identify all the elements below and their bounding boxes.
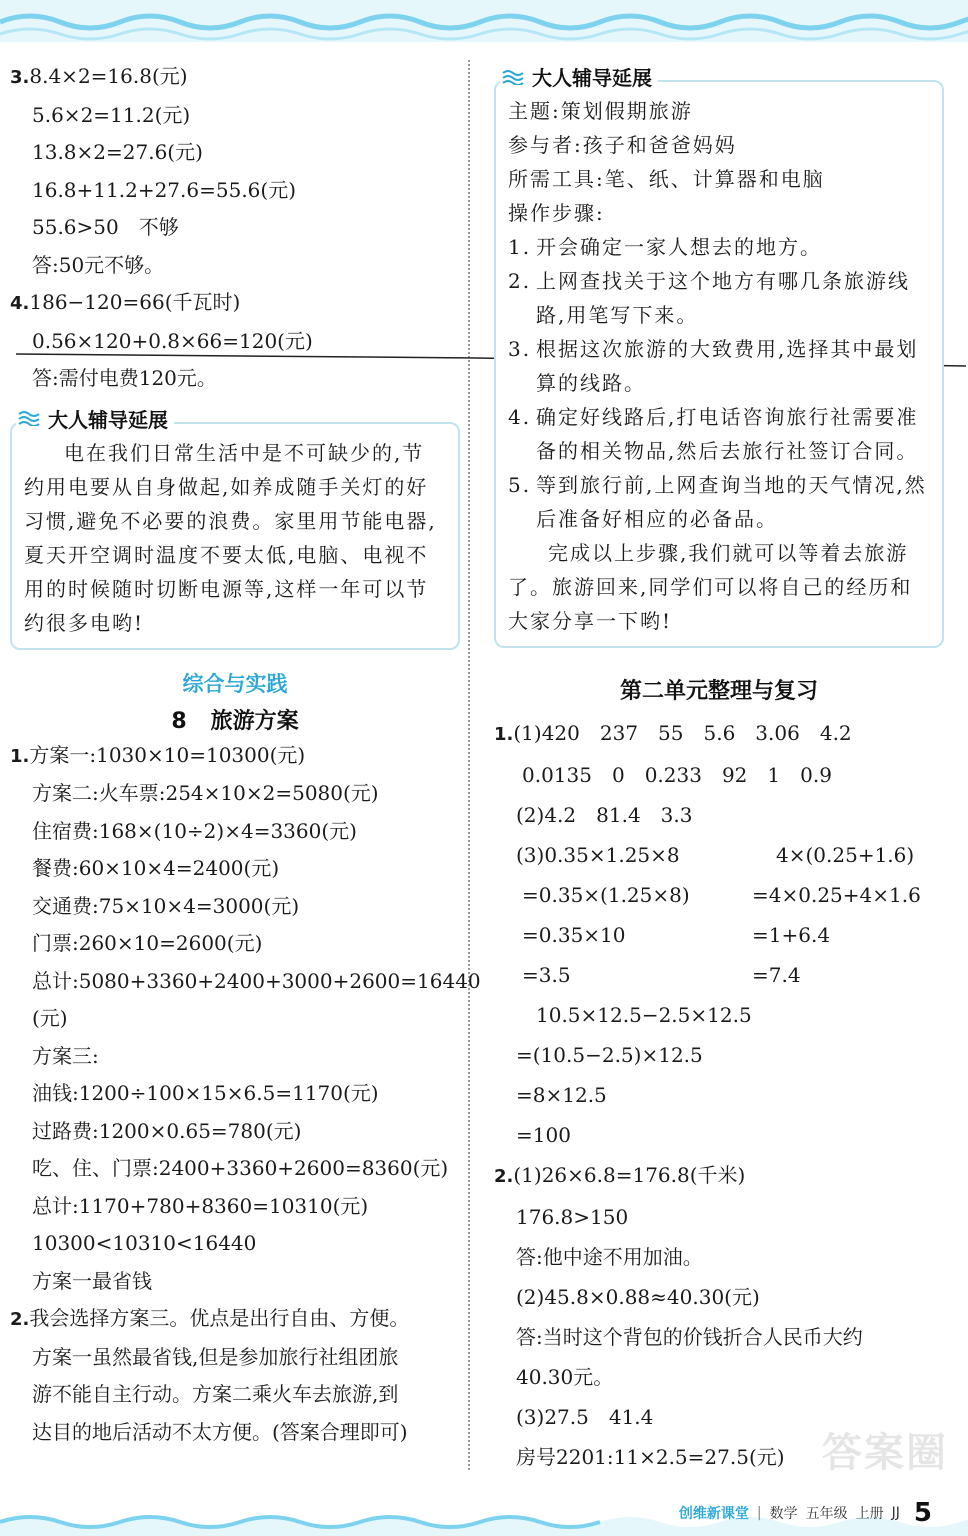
calc-step: =100 — [516, 1123, 571, 1147]
step-item — [508, 264, 930, 332]
review-question-1 — [494, 713, 944, 1155]
calc-step: =3.5 — [522, 963, 571, 987]
section-label: 综合与实践 — [182, 671, 288, 696]
step-item — [508, 468, 930, 536]
step-text: 开会确定一家人想去的地方。 — [536, 235, 822, 259]
step-number: 3. — [508, 337, 532, 361]
calc-step: (3)0.35×1.25×8 — [516, 843, 680, 867]
step-item — [508, 332, 930, 400]
question-3 — [10, 58, 460, 284]
column-divider — [468, 60, 470, 1470]
answer-line: 油钱:1200÷100×15×6.5=1170(元) — [32, 1081, 379, 1105]
answer-line: 门票:260×10=2600(元) — [32, 931, 263, 955]
answer-line: 0.0135 0 0.233 92 1 0.9 — [522, 763, 832, 787]
calc-step: =(10.5−2.5)×12.5 — [516, 1043, 703, 1067]
parent-guide-title — [16, 404, 174, 433]
answer-line: 方案一虽然最省钱,但是参加旅行社组团旅 — [32, 1344, 399, 1369]
answer-line: 总计:1170+780+8360=10310(元) — [32, 1193, 369, 1218]
step-number: 5. — [508, 473, 532, 497]
step-item — [508, 400, 930, 468]
box-line: 主题:策划假期旅游 — [508, 99, 693, 123]
answer-line: 答:50元不够。 — [32, 252, 165, 277]
lesson-name: 旅游方案 — [210, 708, 299, 734]
answer-line: 房号2201:11×2.5=27.5(元) — [516, 1445, 785, 1469]
box-title-text: 大人辅导延展 — [48, 407, 168, 432]
calc-step: =7.4 — [752, 963, 801, 987]
question-number: 2. — [494, 1166, 514, 1187]
footer-separator: | — [756, 1505, 762, 1521]
calc-step: 4×(0.25+1.6) — [776, 843, 915, 867]
step-text: 等到旅行前,上网查询当地的天气情况,然后准备好相应的必备品。 — [536, 473, 927, 531]
brand-name: 创维新课堂 — [678, 1506, 749, 1522]
page-footer — [679, 1498, 932, 1528]
answer-line: 过路费:1200×0.65=780(元) — [32, 1118, 302, 1143]
answer-line: 8.4×2=16.8(元) — [29, 64, 188, 88]
answer-line: 0.56×120+0.8×66=120(元) — [32, 328, 313, 353]
watermark-logo: 答案圈 — [822, 1430, 948, 1476]
answer-line: 我会选择方案三。优点是出行自由、方便。 — [29, 1306, 410, 1330]
calc-step: =8×12.5 — [516, 1083, 607, 1107]
box-title-text: 大人辅导延展 — [532, 66, 652, 90]
left-column — [10, 58, 481, 1451]
lesson-title — [10, 704, 460, 735]
wave-icon — [502, 69, 524, 85]
calc-right — [752, 835, 942, 995]
edition: JJ — [891, 1505, 900, 1521]
answer-line: 吃、住、门票:2400+3360+2600=8360(元) — [32, 1156, 449, 1180]
question-number: 2. — [10, 1309, 30, 1330]
answer-line: 方案二:火车票:254×10×2=5080(元) — [32, 781, 379, 805]
calc-step: =1+6.4 — [752, 923, 831, 947]
volume: 上册 — [855, 1506, 884, 1522]
question-number: 3. — [10, 67, 30, 88]
answer-line: (1)26×6.8=176.8(千米) — [513, 1163, 746, 1187]
step-text: 确定好线路后,打电话咨询旅行社需要准备的相关物品,然后去旅行社签订合同。 — [536, 405, 919, 463]
answer-line: 住宿费:168×(10÷2)×4=3360(元) — [32, 818, 357, 843]
calc-step: =0.35×10 — [522, 923, 626, 947]
calc-step: =0.35×(1.25×8) — [522, 883, 690, 907]
page-number: 5 — [913, 1498, 932, 1528]
answer-line: 186−120=66(千瓦时) — [29, 290, 241, 314]
calc-step: =4×0.25+4×1.6 — [752, 883, 921, 907]
answer-line: 餐费:60×10×4=2400(元) — [32, 856, 280, 880]
box-closing: 完成以上步骤,我们就可以等着去旅游了。旅游回来,同学们可以将自己的经历和大家分享一下哟! — [508, 541, 913, 633]
review-title: 第二单元整理与复习 — [619, 679, 818, 704]
top-wave-decoration — [0, 0, 968, 42]
question-number: 4. — [10, 293, 30, 314]
answer-line: 方案一:1030×10=10300(元) — [29, 742, 306, 767]
answer-line: 55.6>50 不够 — [32, 215, 179, 239]
question-number: 1. — [494, 724, 514, 745]
answer-line: 方案三: — [32, 1043, 99, 1068]
answer-line: (3)27.5 41.4 — [516, 1405, 654, 1429]
parent-guide-box-2 — [494, 66, 944, 648]
parent-guide-box — [10, 407, 460, 650]
grade: 五年级 — [805, 1506, 848, 1522]
question-4 — [10, 284, 460, 398]
calc-columns — [494, 835, 944, 995]
answer-line: 游不能自主行动。方案二乘火车去旅游,到 — [32, 1382, 399, 1406]
calc-left — [494, 835, 752, 995]
answer-line: 方案一最省钱 — [32, 1268, 152, 1293]
answer-line: 交通费:75×10×4=3000(元) — [32, 893, 300, 918]
parent-guide-text: 电在我们日常生活中是不可缺少的,节约用电要从自身做起,如养成随手关灯的好习惯,避免不必要的浪费。家里用节能电器,夏天开空调时温度不要太低,电脑、电视不用的时候随时切断电源等,这样一年可以节约很多电哟! — [24, 440, 437, 635]
answer-line: 176.8>150 — [516, 1205, 629, 1229]
answer-line: 答:他中途不用加油。 — [516, 1245, 703, 1269]
answer-line: 达目的地后活动不太方便。(答案合理即可) — [32, 1419, 408, 1444]
step-item — [508, 230, 930, 264]
step-text: 上网查找关于这个地方有哪几条旅游线路,用笔写下来。 — [536, 269, 910, 327]
answer-line: 5.6×2=11.2(元) — [32, 102, 191, 127]
answer-line: 答:当时这个背包的价钱折合人民币大约 — [516, 1325, 863, 1349]
answer-line: 10300<10310<16440 — [32, 1231, 257, 1255]
answer-line: (元) — [32, 1006, 68, 1030]
answer-line: (2)4.2 81.4 3.3 — [516, 803, 693, 827]
question-1 — [10, 737, 481, 1301]
parent-guide-title — [500, 62, 658, 91]
box-line: 所需工具:笔、纸、计算器和电脑 — [508, 167, 825, 191]
step-number: 4. — [508, 405, 532, 429]
answer-line: 总计:5080+3360+2400+3000+2600=16440 — [32, 968, 481, 993]
question-number: 1. — [10, 745, 30, 767]
answer-line: (1)420 237 55 5.6 3.06 4.2 — [513, 721, 852, 745]
answer-line: 答:需付电费120元。 — [32, 366, 217, 390]
step-text: 根据这次旅游的大致费用,选择其中最划算的线路。 — [536, 337, 919, 395]
step-number: 2. — [508, 269, 532, 293]
question-2 — [10, 1300, 460, 1451]
box-line: 操作步骤: — [508, 201, 605, 225]
box-line: 参与者:孩子和爸爸妈妈 — [508, 133, 737, 157]
step-number: 1. — [508, 235, 532, 259]
subject: 数学 — [769, 1506, 798, 1522]
answer-line: (2)45.8×0.88≈40.30(元) — [516, 1285, 760, 1309]
calc-step: 10.5×12.5−2.5×12.5 — [536, 1003, 752, 1027]
wave-icon — [18, 410, 40, 426]
answer-line: 40.30元。 — [516, 1365, 614, 1389]
answer-line: 16.8+11.2+27.6=55.6(元) — [32, 177, 297, 202]
answer-line: 13.8×2=27.6(元) — [32, 140, 203, 164]
lesson-number: 8 — [171, 708, 187, 734]
right-column — [494, 58, 944, 1477]
